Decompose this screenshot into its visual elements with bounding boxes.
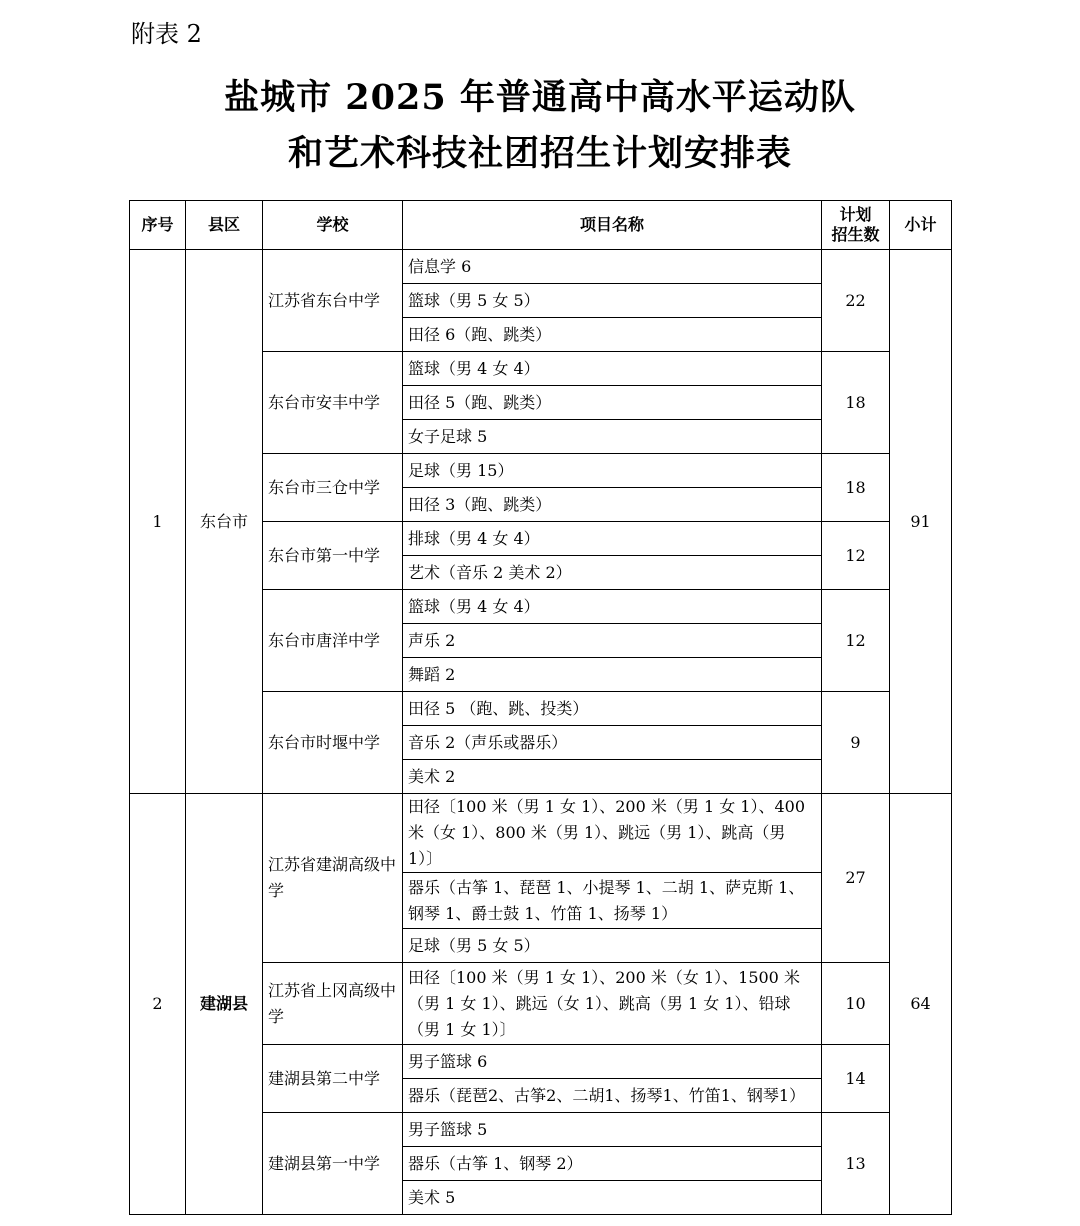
plan-count: 12 — [822, 590, 890, 692]
plan-count: 10 — [822, 963, 890, 1045]
col-plan-header-line1: 计划 — [839, 205, 872, 224]
project-item: 足球（男 15） — [403, 454, 822, 488]
school-name: 东台市三仓中学 — [263, 454, 403, 522]
group-index: 1 — [130, 250, 186, 794]
project-item: 田径 3（跑、跳类） — [403, 488, 822, 522]
project-item: 足球（男 5 女 5） — [403, 929, 822, 963]
project-item: 篮球（男 5 女 5） — [403, 284, 822, 318]
col-county-header: 县区 — [186, 201, 263, 250]
group-subtotal: 91 — [890, 250, 952, 794]
school-name: 建湖县第二中学 — [263, 1045, 403, 1113]
project-item: 男子篮球 6 — [403, 1045, 822, 1079]
school-name: 东台市安丰中学 — [263, 352, 403, 454]
group-county: 东台市 — [186, 250, 263, 794]
school-name: 东台市时堰中学 — [263, 692, 403, 794]
col-project-header: 项目名称 — [403, 201, 822, 250]
page-title-line2: 和艺术科技社团招生计划安排表 — [287, 133, 792, 174]
col-plan-header-line2: 招生数 — [831, 225, 880, 244]
table-row — [130, 794, 952, 873]
appendix-label: 附表 2 — [131, 20, 202, 48]
project-item: 美术 5 — [403, 1181, 822, 1215]
plan-count: 12 — [822, 522, 890, 590]
project-item: 田径 5（跑、跳类） — [403, 386, 822, 420]
plan-count: 27 — [822, 794, 890, 963]
project-item: 艺术（音乐 2 美术 2） — [403, 556, 822, 590]
col-index-header: 序号 — [130, 201, 186, 250]
project-item: 器乐（琵琶2、古筝2、二胡1、扬琴1、竹笛1、钢琴1） — [403, 1079, 822, 1113]
plan-count: 18 — [822, 454, 890, 522]
school-name: 东台市第一中学 — [263, 522, 403, 590]
group-county: 建湖县 — [186, 794, 263, 1215]
plan-count: 22 — [822, 250, 890, 352]
project-item: 田径 6（跑、跳类） — [403, 318, 822, 352]
enrollment-plan-table — [129, 200, 952, 1215]
project-item: 田径〔100 米（男 1 女 1）、200 米（男 1 女 1）、400 米（女 1）、800 米（男 1）、跳远（男 1）、跳高（男 1）〕 — [403, 794, 822, 873]
project-item: 美术 2 — [403, 760, 822, 794]
table-row — [130, 250, 952, 284]
project-item: 田径〔100 米（男 1 女 1）、200 米（女 1）、1500 米（男 1 女 1）、跳远（女 1）、跳高（男 1 女 1）、铅球（男 1 女 1）〕 — [403, 963, 822, 1045]
table-header-row — [130, 201, 952, 250]
project-item: 田径 5 （跑、跳、投类） — [403, 692, 822, 726]
project-item: 篮球（男 4 女 4） — [403, 590, 822, 624]
project-item: 篮球（男 4 女 4） — [403, 352, 822, 386]
project-item: 舞蹈 2 — [403, 658, 822, 692]
group-subtotal: 64 — [890, 794, 952, 1215]
project-item: 女子足球 5 — [403, 420, 822, 454]
plan-count: 9 — [822, 692, 890, 794]
plan-count: 18 — [822, 352, 890, 454]
school-name: 建湖县第一中学 — [263, 1113, 403, 1215]
plan-count: 13 — [822, 1113, 890, 1215]
col-school-header: 学校 — [263, 201, 403, 250]
project-item: 排球（男 4 女 4） — [403, 522, 822, 556]
school-name: 东台市唐洋中学 — [263, 590, 403, 692]
project-item: 音乐 2（声乐或器乐） — [403, 726, 822, 760]
school-name: 江苏省东台中学 — [263, 250, 403, 352]
group-index: 2 — [130, 794, 186, 1215]
project-item: 信息学 6 — [403, 250, 822, 284]
project-item: 器乐（古筝 1、琵琶 1、小提琴 1、二胡 1、萨克斯 1、钢琴 1、爵士鼓 1、竹笛 1、扬琴 1） — [403, 873, 822, 929]
project-item: 声乐 2 — [403, 624, 822, 658]
col-subtotal-header: 小计 — [890, 201, 952, 250]
project-item: 男子篮球 5 — [403, 1113, 822, 1147]
page-title-line1: 盐城市 2025 年普通高中高水平运动队 — [224, 77, 856, 118]
plan-count: 14 — [822, 1045, 890, 1113]
col-plan-header — [822, 201, 890, 250]
school-name: 江苏省上冈高级中学 — [263, 963, 403, 1045]
school-name: 江苏省建湖高级中学 — [263, 794, 403, 963]
project-item: 器乐（古筝 1、钢琴 2） — [403, 1147, 822, 1181]
